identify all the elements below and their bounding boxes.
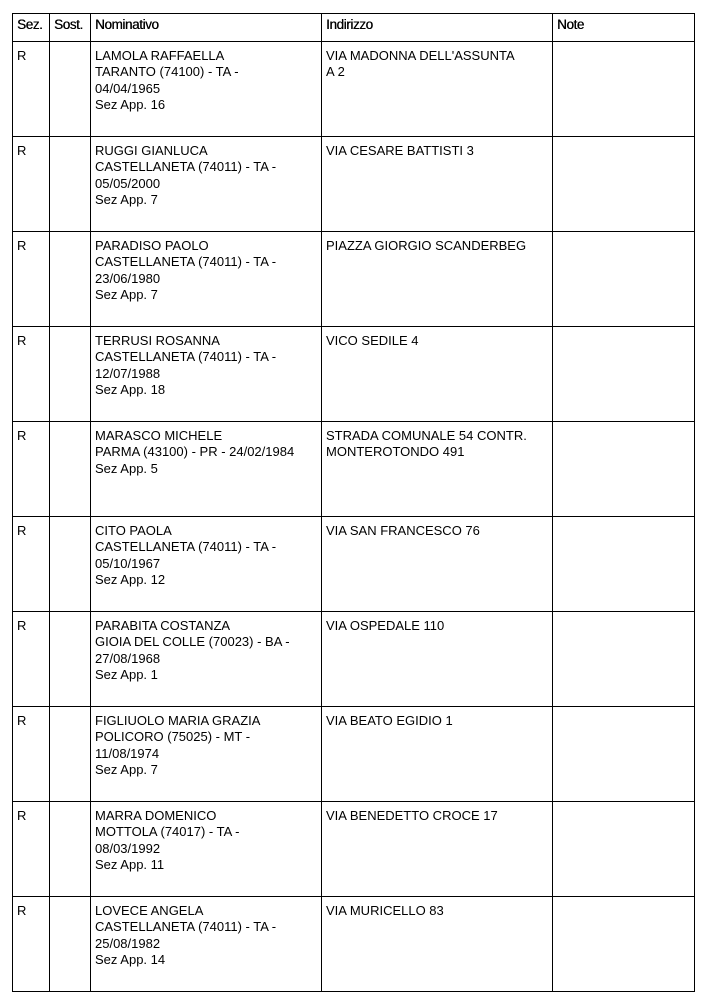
sez-value: R [17,143,27,158]
header-row [13,14,695,42]
birth-place-date: CASTELLANETA (74011) - TA - [95,254,277,270]
cell-sez [13,422,50,517]
cell-sost [50,802,91,897]
section-appointment: Sez App. 1 [95,666,158,682]
birth-date-line: 08/03/1992 [95,840,161,856]
table-body [13,42,695,992]
birth-date-line: 05/05/2000 [95,175,161,191]
header-sost: Sost. [50,14,91,42]
table-row [13,137,695,232]
table-row [13,612,695,707]
address-line-1: VIA MURICELLO 83 [326,903,444,918]
cell-sez [13,707,50,802]
sez-value: R [17,713,27,728]
address-line-1: VIA BENEDETTO CROCE 17 [326,808,498,823]
person-name: LAMOLA RAFFAELLA [95,48,225,63]
cell-nominativo [91,802,322,897]
header-sez: Sez. [13,14,50,42]
cell-nominativo [91,327,322,422]
sez-value: R [17,808,27,823]
address-line-1: PIAZZA GIORGIO SCANDERBEG [326,238,527,253]
voter-list-table [12,13,695,992]
birth-date-line: Sez App. 5 [95,460,158,476]
birth-place-date: CASTELLANETA (74011) - TA - [95,159,277,175]
person-name: LOVECE ANGELA [95,903,204,918]
sez-value: R [17,618,27,633]
address-line-1: VICO SEDILE 4 [326,333,419,348]
birth-place-date: MOTTOLA (74017) - TA - [95,824,240,840]
cell-nominativo [91,137,322,232]
section-appointment: Sez App. 7 [95,761,158,777]
birth-place-date: GIOIA DEL COLLE (70023) - BA - [95,634,290,650]
birth-date-line: 27/08/1968 [95,650,161,666]
cell-sost [50,897,91,992]
birth-date-line: 23/06/1980 [95,270,161,286]
cell-note [553,517,695,612]
birth-place-date: CASTELLANETA (74011) - TA - [95,919,277,935]
section-appointment: Sez App. 11 [95,856,165,872]
birth-place-date: TARANTO (74100) - TA - [95,64,239,80]
table-row [13,517,695,612]
address-line-2: A 2 [326,64,345,80]
section-appointment: Sez App. 18 [95,381,166,397]
address-line-1: VIA SAN FRANCESCO 76 [326,523,480,538]
address-line-1: VIA BEATO EGIDIO 1 [326,713,453,728]
address-line-1: VIA CESARE BATTISTI 3 [326,143,474,158]
cell-nominativo [91,897,322,992]
table-header [13,14,695,42]
birth-place-date: CASTELLANETA (74011) - TA - [95,349,277,365]
person-name: FIGLIUOLO MARIA GRAZIA [95,713,261,728]
address-line-2: MONTEROTONDO 491 [326,444,465,460]
cell-sost [50,42,91,137]
birth-place-date: CASTELLANETA (74011) - TA - [95,539,277,555]
cell-sez [13,897,50,992]
person-name: PARABITA COSTANZA [95,618,231,633]
sez-value: R [17,333,27,348]
birth-place-date: PARMA (43100) - PR - 24/02/1984 [95,444,295,460]
sez-value: R [17,523,27,538]
cell-sost [50,517,91,612]
cell-sez [13,612,50,707]
person-name: RUGGI GIANLUCA [95,143,208,158]
person-name: MARASCO MICHELE [95,428,223,443]
document-page [12,13,694,992]
address-line-1: VIA MADONNA DELL'ASSUNTA [326,48,515,63]
sez-value: R [17,903,27,918]
table-row [13,422,695,517]
birth-date-line: 12/07/1988 [95,365,161,381]
person-name: TERRUSI ROSANNA [95,333,220,348]
cell-indirizzo [322,897,553,992]
table-row [13,707,695,802]
birth-place-date: POLICORO (75025) - MT - [95,729,251,745]
cell-sost [50,327,91,422]
cell-indirizzo [322,707,553,802]
person-name: CITO PAOLA [95,523,172,538]
cell-note [553,327,695,422]
cell-note [553,612,695,707]
cell-note [553,422,695,517]
cell-note [553,802,695,897]
cell-sez [13,232,50,327]
header-nominativo: Nominativo [91,14,322,42]
cell-nominativo [91,707,322,802]
table-row [13,327,695,422]
cell-indirizzo [322,327,553,422]
cell-indirizzo [322,422,553,517]
cell-note [553,42,695,137]
birth-date-line: 04/04/1965 [95,80,161,96]
cell-nominativo [91,232,322,327]
cell-nominativo [91,612,322,707]
cell-indirizzo [322,612,553,707]
person-name: MARRA DOMENICO [95,808,217,823]
birth-date-line: 11/08/1974 [95,745,160,761]
table-row [13,232,695,327]
cell-sost [50,707,91,802]
table-row [13,802,695,897]
sez-value: R [17,48,27,63]
cell-note [553,897,695,992]
cell-sost [50,137,91,232]
cell-indirizzo [322,137,553,232]
cell-sez [13,327,50,422]
person-name: PARADISO PAOLO [95,238,209,253]
birth-date-line: 25/08/1982 [95,935,161,951]
cell-note [553,707,695,802]
cell-sost [50,232,91,327]
cell-indirizzo [322,517,553,612]
cell-indirizzo [322,232,553,327]
section-appointment: Sez App. 16 [95,96,166,112]
section-appointment: Sez App. 14 [95,951,166,967]
section-appointment: Sez App. 7 [95,191,158,207]
section-appointment: Sez App. 12 [95,571,166,587]
address-line-1: STRADA COMUNALE 54 CONTR. [326,428,527,443]
cell-note [553,232,695,327]
section-appointment: Sez App. 7 [95,286,158,302]
cell-nominativo [91,517,322,612]
cell-indirizzo [322,42,553,137]
sez-value: R [17,428,27,443]
birth-date-line: 05/10/1967 [95,555,161,571]
cell-sez [13,42,50,137]
cell-sost [50,612,91,707]
header-note: Note [553,14,695,42]
cell-indirizzo [322,802,553,897]
cell-sez [13,137,50,232]
table-row [13,42,695,137]
header-indirizzo: Indirizzo [322,14,553,42]
address-line-1: VIA OSPEDALE 110 [326,618,445,633]
cell-sez [13,517,50,612]
cell-sost [50,422,91,517]
sez-value: R [17,238,27,253]
cell-sez [13,802,50,897]
table-row [13,897,695,992]
cell-nominativo [91,422,322,517]
cell-note [553,137,695,232]
cell-nominativo [91,42,322,137]
